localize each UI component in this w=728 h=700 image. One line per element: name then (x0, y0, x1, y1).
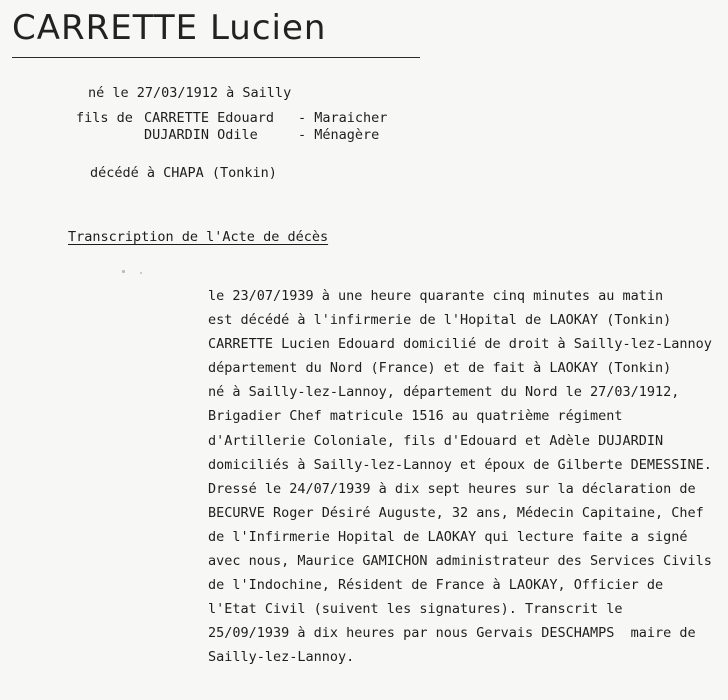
body-line: Sailly-lez-Lannoy. (208, 649, 355, 666)
body-line: Dressé le 24/07/1939 à dix sept heures sur la déclaration de (208, 480, 696, 497)
transcription-body (208, 284, 728, 670)
paper-speck (140, 272, 142, 274)
body-line: CARRETTE Lucien Edouard domicilié de droit à Sailly-lez-Lannoy (208, 336, 712, 353)
body-line: 25/09/1939 à dix heures par nous Gervais DESCHAMPS maire de (208, 625, 696, 642)
body-line: département du Nord (France) et de fait à LAOKAY (Tonkin) (208, 360, 672, 377)
body-line: Brigadier Chef matricule 1516 au quatrième régiment (208, 408, 623, 425)
body-line: BECURVE Roger Désiré Auguste, 32 ans, Médecin Capitaine, Chef (208, 504, 704, 521)
body-line: l'Etat Civil (suivent les signatures). Transcrit le (208, 601, 623, 618)
mother-occupation: - Ménagère (298, 127, 380, 143)
birth-line: né le 27/03/1912 à Sailly (88, 85, 292, 101)
body-line: de l'Indochine, Résident de France à LAOKAY, Officier de (208, 577, 664, 594)
paper-speck (122, 270, 125, 273)
heading-underline (12, 57, 420, 58)
parents-prefix: fils de (76, 110, 133, 126)
body-line: est décédé à l'infirmerie de l'Hopital de LAOKAY (Tonkin) (208, 312, 672, 329)
father-name: CARRETTE Edouard (144, 110, 275, 126)
body-line: d'Artillerie Coloniale, fils d'Edouard et Adèle DUJARDIN (208, 432, 664, 449)
body-line: avec nous, Maurice GAMICHON administrateur des Services Civils (208, 553, 712, 570)
transcription-title: Transcription de l'Acte de décès (68, 229, 329, 245)
father-occupation: - Maraicher (298, 110, 388, 126)
body-line: né à Sailly-lez-Lannoy, département du Nord le 27/03/1912, (208, 384, 680, 401)
mother-name: DUJARDIN Odile (144, 127, 258, 143)
body-line: domiciliés à Sailly-lez-Lannoy et époux de Gilberte DEMESSINE. (208, 456, 712, 473)
body-line: de l'Infirmerie Hopital de LAOKAY qui lecture faite a signé (208, 528, 688, 545)
person-name-heading: CARRETTE Lucien (12, 8, 327, 48)
death-line: décédé à CHAPA (Tonkin) (90, 165, 277, 181)
body-line: le 23/07/1939 à une heure quarante cinq minutes au matin (208, 288, 664, 304)
